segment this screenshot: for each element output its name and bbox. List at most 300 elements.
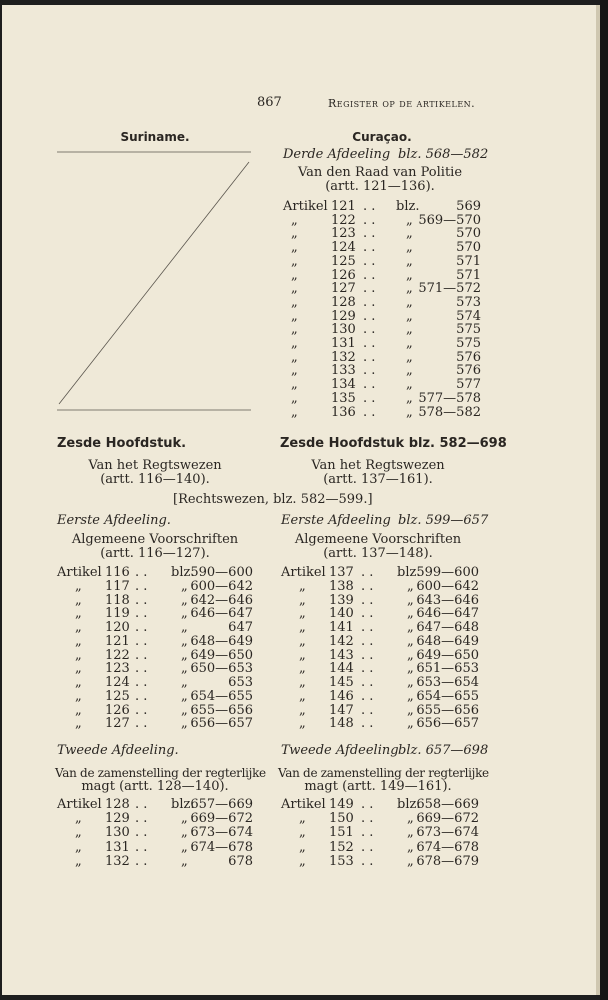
- article-leader-dots: . .: [135, 825, 148, 841]
- article-pages: 651—653: [416, 661, 479, 677]
- article-number: 120: [105, 620, 130, 635]
- article-lead: „: [291, 377, 298, 393]
- article-leader-dots: . .: [363, 377, 376, 393]
- article-leader-dots: . .: [361, 620, 374, 635]
- article-lead: „: [291, 267, 298, 283]
- article-lead: „: [291, 390, 298, 406]
- article-row: [57, 621, 253, 635]
- article-lead: „: [291, 308, 298, 324]
- article-lead: „: [299, 620, 306, 635]
- article-leader-dots: . .: [361, 633, 374, 649]
- article-leader-dots: . .: [363, 390, 376, 406]
- article-blz: „: [407, 839, 414, 855]
- article-blz: „: [406, 404, 413, 420]
- article-row: [57, 580, 253, 594]
- article-leader-dots: . .: [361, 592, 374, 608]
- article-number: 147: [329, 702, 354, 718]
- article-leader-dots: . .: [363, 267, 376, 283]
- article-blz: „: [407, 853, 414, 869]
- article-pages: 653—654: [416, 675, 479, 690]
- article-pages: 646—647: [190, 606, 253, 622]
- article-number: 123: [105, 661, 130, 677]
- curacao-section-title: Van den Raad van Politie: [297, 165, 463, 180]
- article-number: 123: [331, 226, 356, 242]
- article-pages: 655—656: [416, 702, 479, 718]
- article-blz: „: [181, 716, 188, 732]
- article-row: [57, 798, 253, 812]
- article-pages: 649—650: [416, 647, 479, 663]
- article-lead: „: [291, 404, 298, 420]
- article-leader-dots: . .: [135, 839, 148, 855]
- article-lead: „: [291, 363, 298, 379]
- curacao-section-range: (artt. 121—136).: [325, 179, 435, 194]
- curacao-heading: Curaçao.: [352, 130, 412, 144]
- article-pages: 669—672: [190, 811, 253, 827]
- article-leader-dots: . .: [361, 565, 374, 580]
- article-lead: „: [75, 578, 82, 594]
- article-leader-dots: . .: [361, 647, 374, 663]
- article-pages: 669—672: [416, 811, 479, 827]
- article-row: [283, 337, 481, 351]
- article-number: 135: [331, 390, 356, 406]
- article-leader-dots: . .: [135, 811, 148, 827]
- article-lead: „: [299, 606, 306, 622]
- article-blz: „: [406, 226, 413, 242]
- article-pages: 674—678: [190, 839, 253, 855]
- article-pages: 649—650: [190, 647, 253, 663]
- article-number: 124: [105, 675, 130, 690]
- article-leader-dots: . .: [363, 363, 376, 379]
- article-blz: „: [406, 322, 413, 338]
- article-blz: „: [181, 675, 188, 690]
- article-pages: 577: [456, 377, 481, 393]
- tweede-afdeeling-left: Tweede Afdeeling.: [57, 743, 179, 758]
- article-pages: 571—572: [418, 281, 481, 297]
- article-leader-dots: . .: [361, 578, 374, 594]
- article-row: [57, 717, 253, 731]
- article-leader-dots: . .: [135, 853, 148, 869]
- article-row: [57, 855, 253, 869]
- article-leader-dots: . .: [361, 853, 374, 869]
- article-number: 117: [105, 578, 130, 594]
- article-number: 121: [105, 633, 130, 649]
- empty-section-diagonal: [55, 148, 255, 414]
- article-pages: 574: [456, 308, 481, 324]
- article-number: 126: [331, 267, 356, 283]
- article-row: [57, 690, 253, 704]
- article-lead: „: [291, 226, 298, 242]
- article-pages: 570: [456, 240, 481, 256]
- article-number: 127: [105, 716, 130, 732]
- article-row: [283, 392, 481, 406]
- article-pages: 657—669: [190, 797, 253, 812]
- article-lead: „: [299, 675, 306, 690]
- article-lead: Artikel: [281, 797, 326, 812]
- article-leader-dots: . .: [363, 281, 376, 297]
- article-lead: „: [75, 688, 82, 704]
- article-lead: „: [291, 253, 298, 269]
- article-number: 122: [331, 212, 356, 228]
- article-leader-dots: . .: [135, 661, 148, 677]
- article-blz: „: [407, 716, 414, 732]
- article-lead: „: [291, 322, 298, 338]
- article-row: [281, 826, 479, 840]
- article-number: 132: [331, 349, 356, 365]
- article-lead: „: [75, 633, 82, 649]
- article-leader-dots: . .: [135, 606, 148, 622]
- article-pages: 656—657: [416, 716, 479, 732]
- article-blz: „: [407, 606, 414, 622]
- article-blz: „: [407, 620, 414, 635]
- article-leader-dots: . .: [135, 647, 148, 663]
- article-number: 143: [329, 647, 354, 663]
- article-pages: 576: [456, 363, 481, 379]
- article-leader-dots: . .: [363, 404, 376, 420]
- tweede-afdeeling-right: Tweede Afdeeling: [281, 743, 399, 758]
- article-blz: „: [406, 212, 413, 228]
- article-leader-dots: . .: [361, 702, 374, 718]
- article-pages: 647: [228, 620, 253, 635]
- eerste-afdeeling-right-pages: blz. 599—657: [398, 513, 489, 528]
- article-number: 133: [331, 363, 356, 379]
- article-blz: „: [407, 633, 414, 649]
- article-blz: „: [407, 675, 414, 690]
- article-row: [283, 255, 481, 269]
- article-row: [281, 635, 479, 649]
- article-blz: „: [407, 592, 414, 608]
- article-row: [57, 607, 253, 621]
- article-pages: 599—600: [416, 565, 479, 580]
- article-pages: 576: [456, 349, 481, 365]
- article-row: [281, 690, 479, 704]
- article-pages: 646—647: [416, 606, 479, 622]
- article-number: 149: [329, 797, 354, 812]
- article-row: [283, 241, 481, 255]
- chapter-title-left: Van het Regtswezen: [88, 458, 222, 473]
- article-lead: „: [75, 620, 82, 635]
- article-row: [281, 855, 479, 869]
- article-pages: 643—646: [416, 592, 479, 608]
- article-pages: 655—656: [190, 702, 253, 718]
- eerste-afdeeling-right: Eerste Afdeeling: [281, 513, 391, 528]
- page-number: 867: [257, 95, 282, 110]
- article-lead: „: [299, 853, 306, 869]
- article-number: 119: [105, 606, 130, 622]
- chapter-title-right: Van het Regtswezen: [311, 458, 445, 473]
- article-blz: „: [181, 661, 188, 677]
- article-row: [281, 566, 479, 580]
- article-blz: „: [181, 592, 188, 608]
- article-number: 138: [329, 578, 354, 594]
- article-pages: 647—648: [416, 620, 479, 635]
- article-row: [281, 798, 479, 812]
- article-blz: blz.: [397, 797, 421, 812]
- article-number: 136: [331, 404, 356, 420]
- chapter-range-right: (artt. 137—161).: [323, 472, 433, 487]
- tweede-afdeeling-right-pages: blz. 657—698: [398, 743, 489, 758]
- article-leader-dots: . .: [361, 797, 374, 812]
- article-leader-dots: . .: [363, 226, 376, 242]
- curacao-afdeeling-label: Derde Afdeeling: [283, 147, 391, 162]
- article-blz: „: [407, 688, 414, 704]
- article-row: [281, 841, 479, 855]
- article-leader-dots: . .: [361, 661, 374, 677]
- article-row: [283, 214, 481, 228]
- article-leader-dots: . .: [135, 578, 148, 594]
- article-leader-dots: . .: [135, 633, 148, 649]
- article-leader-dots: . .: [363, 349, 376, 365]
- article-number: 132: [105, 853, 130, 869]
- tweede-title-left: Van de zamenstelling der regterlijke: [55, 766, 266, 780]
- article-number: 125: [331, 253, 356, 269]
- article-pages: 674—678: [416, 839, 479, 855]
- article-pages: 678: [228, 853, 253, 869]
- article-lead: „: [299, 702, 306, 718]
- article-blz: „: [181, 647, 188, 663]
- article-blz: „: [406, 308, 413, 324]
- article-blz: „: [181, 825, 188, 841]
- tweede-range-left: magt (artt. 128—140).: [81, 779, 229, 794]
- article-pages: 600—642: [190, 578, 253, 594]
- article-lead: „: [75, 839, 82, 855]
- article-row: [283, 378, 481, 392]
- article-blz: „: [407, 811, 414, 827]
- article-row: [57, 841, 253, 855]
- article-lead: „: [299, 592, 306, 608]
- scan-border: [600, 0, 608, 1000]
- article-lead: „: [299, 578, 306, 594]
- article-pages: 600—642: [416, 578, 479, 594]
- article-number: 146: [329, 688, 354, 704]
- article-lead: „: [299, 661, 306, 677]
- article-pages: 590—600: [190, 565, 253, 580]
- article-blz: „: [181, 811, 188, 827]
- article-lead: „: [299, 839, 306, 855]
- article-pages: 650—653: [190, 661, 253, 677]
- article-leader-dots: . .: [363, 322, 376, 338]
- article-blz: „: [406, 267, 413, 283]
- article-blz: „: [181, 620, 188, 635]
- tweede-range-right: magt (artt. 149—161).: [304, 779, 452, 794]
- running-title: Register op de artikelen.: [328, 97, 476, 110]
- article-lead: Artikel: [281, 565, 326, 580]
- article-row: [57, 662, 253, 676]
- article-number: 137: [329, 565, 354, 580]
- article-number: 151: [329, 825, 354, 841]
- article-number: 124: [331, 240, 356, 256]
- article-lead: Artikel: [57, 797, 102, 812]
- article-row: [283, 310, 481, 324]
- article-blz: „: [406, 253, 413, 269]
- article-leader-dots: . .: [363, 294, 376, 310]
- article-leader-dots: . .: [363, 240, 376, 256]
- article-leader-dots: . .: [135, 675, 148, 690]
- article-number: 128: [105, 797, 130, 812]
- article-blz: „: [181, 633, 188, 649]
- article-lead: „: [75, 661, 82, 677]
- article-number: 129: [105, 811, 130, 827]
- article-blz: „: [407, 578, 414, 594]
- article-leader-dots: . .: [363, 308, 376, 324]
- article-lead: „: [75, 647, 82, 663]
- article-leader-dots: . .: [135, 620, 148, 635]
- article-blz: „: [181, 606, 188, 622]
- article-blz: „: [406, 363, 413, 379]
- chapter-heading-left: Zesde Hoofdstuk.: [57, 436, 187, 451]
- article-row: [57, 812, 253, 826]
- article-pages: 570: [456, 226, 481, 242]
- article-pages: 577—578: [418, 390, 481, 406]
- article-blz: „: [181, 688, 188, 704]
- article-lead: „: [291, 281, 298, 297]
- article-blz: „: [181, 853, 188, 869]
- chapter-heading-right: Zesde Hoofdstuk blz. 582—698: [280, 436, 507, 451]
- article-leader-dots: . .: [363, 212, 376, 228]
- article-lead: „: [75, 716, 82, 732]
- article-lead: „: [299, 825, 306, 841]
- article-leader-dots: . .: [135, 688, 148, 704]
- article-blz: „: [406, 349, 413, 365]
- article-blz: „: [407, 647, 414, 663]
- article-number: 152: [329, 839, 354, 855]
- article-leader-dots: . .: [363, 336, 376, 351]
- article-row: [283, 351, 481, 365]
- article-number: 144: [329, 661, 354, 677]
- article-blz: „: [181, 702, 188, 718]
- article-lead: „: [299, 811, 306, 827]
- article-number: 140: [329, 606, 354, 622]
- article-blz: „: [406, 377, 413, 393]
- article-pages: 653: [228, 675, 253, 690]
- article-leader-dots: . .: [135, 702, 148, 718]
- article-number: 116: [105, 565, 130, 580]
- article-row: [283, 323, 481, 337]
- article-pages: 648—649: [416, 633, 479, 649]
- article-number: 126: [105, 702, 130, 718]
- article-pages: 578—582: [418, 404, 481, 420]
- article-number: 148: [329, 716, 354, 732]
- article-row: [281, 812, 479, 826]
- tweede-title-right: Van de zamenstelling der regterlijke: [278, 766, 489, 780]
- article-blz: „: [406, 240, 413, 256]
- article-pages: 656—657: [190, 716, 253, 732]
- article-leader-dots: . .: [361, 825, 374, 841]
- article-pages: 648—649: [190, 633, 253, 649]
- article-number: 142: [329, 633, 354, 649]
- article-number: 139: [329, 592, 354, 608]
- article-number: 150: [329, 811, 354, 827]
- article-blz: „: [181, 578, 188, 594]
- article-number: 130: [105, 825, 130, 841]
- article-blz: „: [407, 825, 414, 841]
- article-pages: 658—669: [416, 797, 479, 812]
- article-row: [283, 296, 481, 310]
- article-number: 122: [105, 647, 130, 663]
- article-lead: „: [75, 825, 82, 841]
- article-lead: „: [291, 294, 298, 310]
- article-lead: „: [299, 633, 306, 649]
- article-number: 118: [105, 592, 130, 608]
- article-row: [283, 406, 481, 420]
- article-blz: „: [406, 281, 413, 297]
- article-leader-dots: . .: [361, 675, 374, 690]
- article-pages: 642—646: [190, 592, 253, 608]
- article-blz: „: [181, 839, 188, 855]
- article-leader-dots: . .: [361, 688, 374, 704]
- article-row: [57, 635, 253, 649]
- article-leader-dots: . .: [361, 811, 374, 827]
- chapter-range-left: (artt. 116—140).: [100, 472, 210, 487]
- article-lead: „: [291, 349, 298, 365]
- article-blz: „: [407, 702, 414, 718]
- eerste-range-left: (artt. 116—127).: [100, 546, 210, 561]
- article-number: 131: [105, 839, 130, 855]
- article-pages: 673—674: [190, 825, 253, 841]
- article-pages: 571: [456, 253, 481, 269]
- article-lead: „: [75, 702, 82, 718]
- article-lead: „: [75, 606, 82, 622]
- article-pages: 678—679: [416, 853, 479, 869]
- article-pages: 654—655: [416, 688, 479, 704]
- article-blz: „: [406, 390, 413, 406]
- article-row: [283, 227, 481, 241]
- article-row: [281, 676, 479, 690]
- article-leader-dots: . .: [361, 606, 374, 622]
- article-lead: Artikel: [57, 565, 102, 580]
- article-lead: „: [299, 688, 306, 704]
- article-pages: 575: [456, 322, 481, 338]
- article-row: [281, 717, 479, 731]
- article-leader-dots: . .: [135, 565, 148, 580]
- article-number: 125: [105, 688, 130, 704]
- article-lead: „: [291, 336, 298, 351]
- article-leader-dots: . .: [135, 716, 148, 732]
- article-number: 127: [331, 281, 356, 297]
- article-leader-dots: . .: [363, 199, 376, 214]
- article-pages: 571: [456, 267, 481, 283]
- curacao-afdeeling-pages: blz. 568—582: [398, 147, 489, 162]
- article-lead: „: [75, 853, 82, 869]
- article-blz: „: [406, 294, 413, 310]
- article-lead: Artikel: [283, 199, 328, 214]
- article-row: [281, 621, 479, 635]
- article-number: 131: [331, 336, 356, 351]
- chapter-note: [Rechtswezen, blz. 582—599.]: [173, 492, 373, 507]
- article-lead: „: [291, 240, 298, 256]
- article-leader-dots: . .: [361, 839, 374, 855]
- eerste-title-right: Algemeene Voorschriften: [294, 532, 462, 547]
- article-number: 130: [331, 322, 356, 338]
- article-row: [281, 580, 479, 594]
- article-lead: „: [299, 647, 306, 663]
- article-pages: 569: [456, 199, 481, 214]
- article-row: [57, 676, 253, 690]
- article-row: [283, 200, 481, 214]
- article-number: 128: [331, 294, 356, 310]
- article-lead: „: [75, 811, 82, 827]
- article-leader-dots: . .: [135, 797, 148, 812]
- article-leader-dots: . .: [135, 592, 148, 608]
- article-row: [283, 282, 481, 296]
- article-number: 141: [329, 620, 354, 635]
- article-pages: 654—655: [190, 688, 253, 704]
- eerste-afdeeling-left: Eerste Afdeeling.: [57, 513, 171, 528]
- article-lead: „: [299, 716, 306, 732]
- article-number: 153: [329, 853, 354, 869]
- article-pages: 575: [456, 336, 481, 351]
- eerste-range-right: (artt. 137—148).: [323, 546, 433, 561]
- article-pages: 673—674: [416, 825, 479, 841]
